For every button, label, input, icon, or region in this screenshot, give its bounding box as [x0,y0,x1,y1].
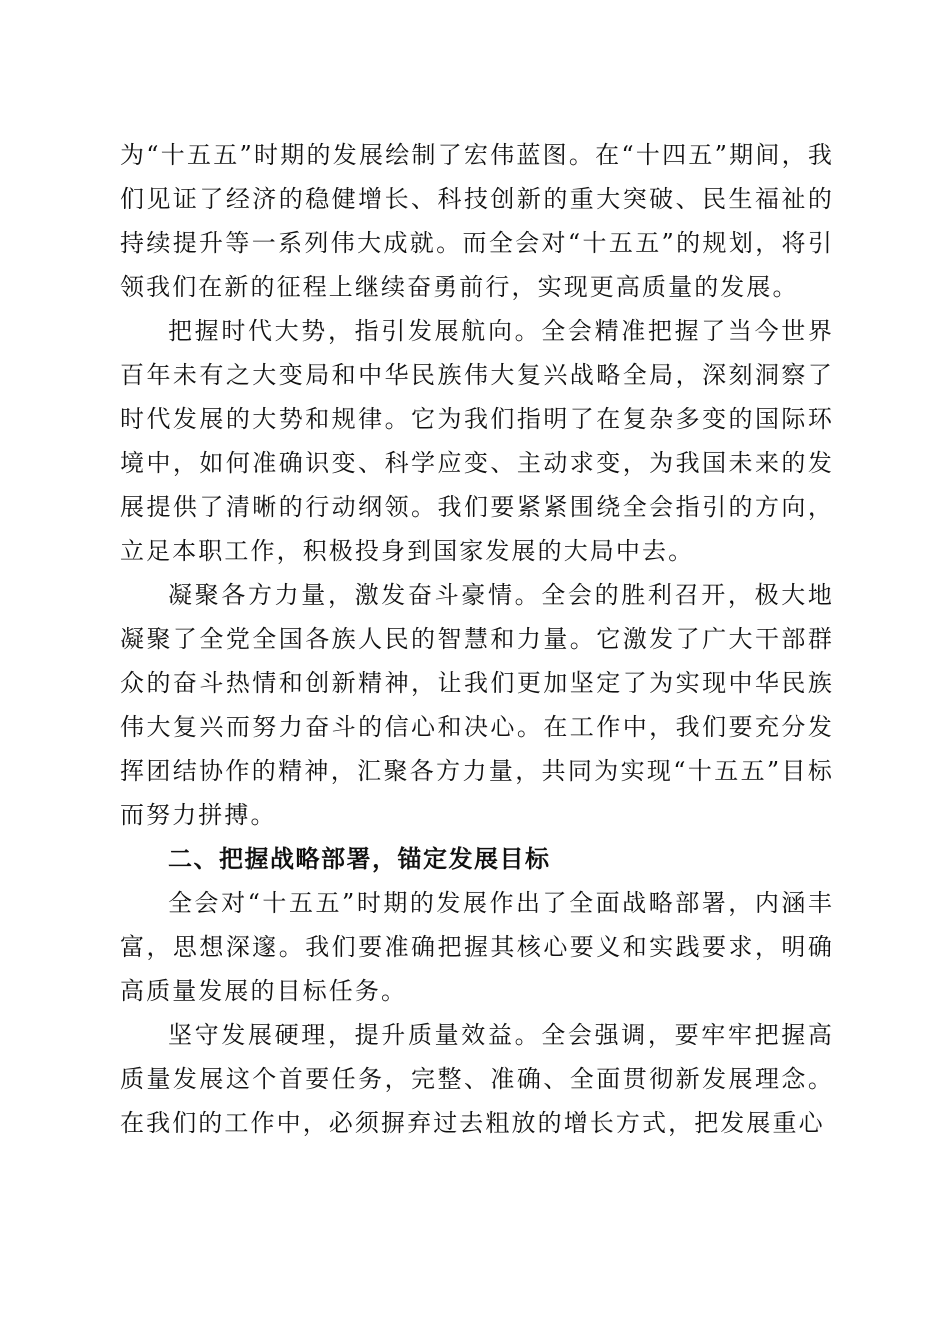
paragraph-strategic-deployment: 全会对“十五五”时期的发展作出了全面战略部署，内涵丰富，思想深邃。我们要准确把握其核心要义和实践要求，明确高质量发展的目标任务。 [120,889,834,1005]
document-body [120,133,834,1145]
section-heading: 二、把握战略部署，锚定发展目标 [168,845,551,873]
paragraph-quality-development: 坚守发展硬理，提升质量效益。全会强调，要牢牢把握高质量发展这个首要任务，完整、准确、全面贯彻新发展理念。在我们的工作中，必须摒弃过去粗放的增长方式，把发展重心 [120,1021,834,1137]
paragraph-continued: 为“十五五”时期的发展绘制了宏伟蓝图。在“十四五”期间，我们见证了经济的稳健增长、科技创新的重大突破、民生福祉的持续提升等一系列伟大成就。而全会对“十五五”的规划，将引领我们在新的征程上继续奋勇前行，实现更高质量的发展。 [120,141,834,301]
paragraph-unite-forces: 凝聚各方力量，激发奋斗豪情。全会的胜利召开，极大地凝聚了全党全国各族人民的智慧和力量。它激发了广大干部群众的奋斗热情和创新精神，让我们更加坚定了为实现中华民族伟大复兴而努力奋斗的信心和决心。在工作中，我们要充分发挥团结协作的精神，汇聚各方力量，共同为实现“十五五”目标而努力拼搏。 [120,581,834,829]
paragraph-grasp-trend: 把握时代大势，指引发展航向。全会精准把握了当今世界百年未有之大变局和中华民族伟大复兴战略全局，深刻洞察了时代发展的大势和规律。它为我们指明了在复杂多变的国际环境中，如何准确识变、科学应变、主动求变，为我国未来的发展提供了清晰的行动纲领。我们要紧紧围绕全会指引的方向，立足本职工作，积极投身到国家发展的大局中去。 [120,317,834,565]
